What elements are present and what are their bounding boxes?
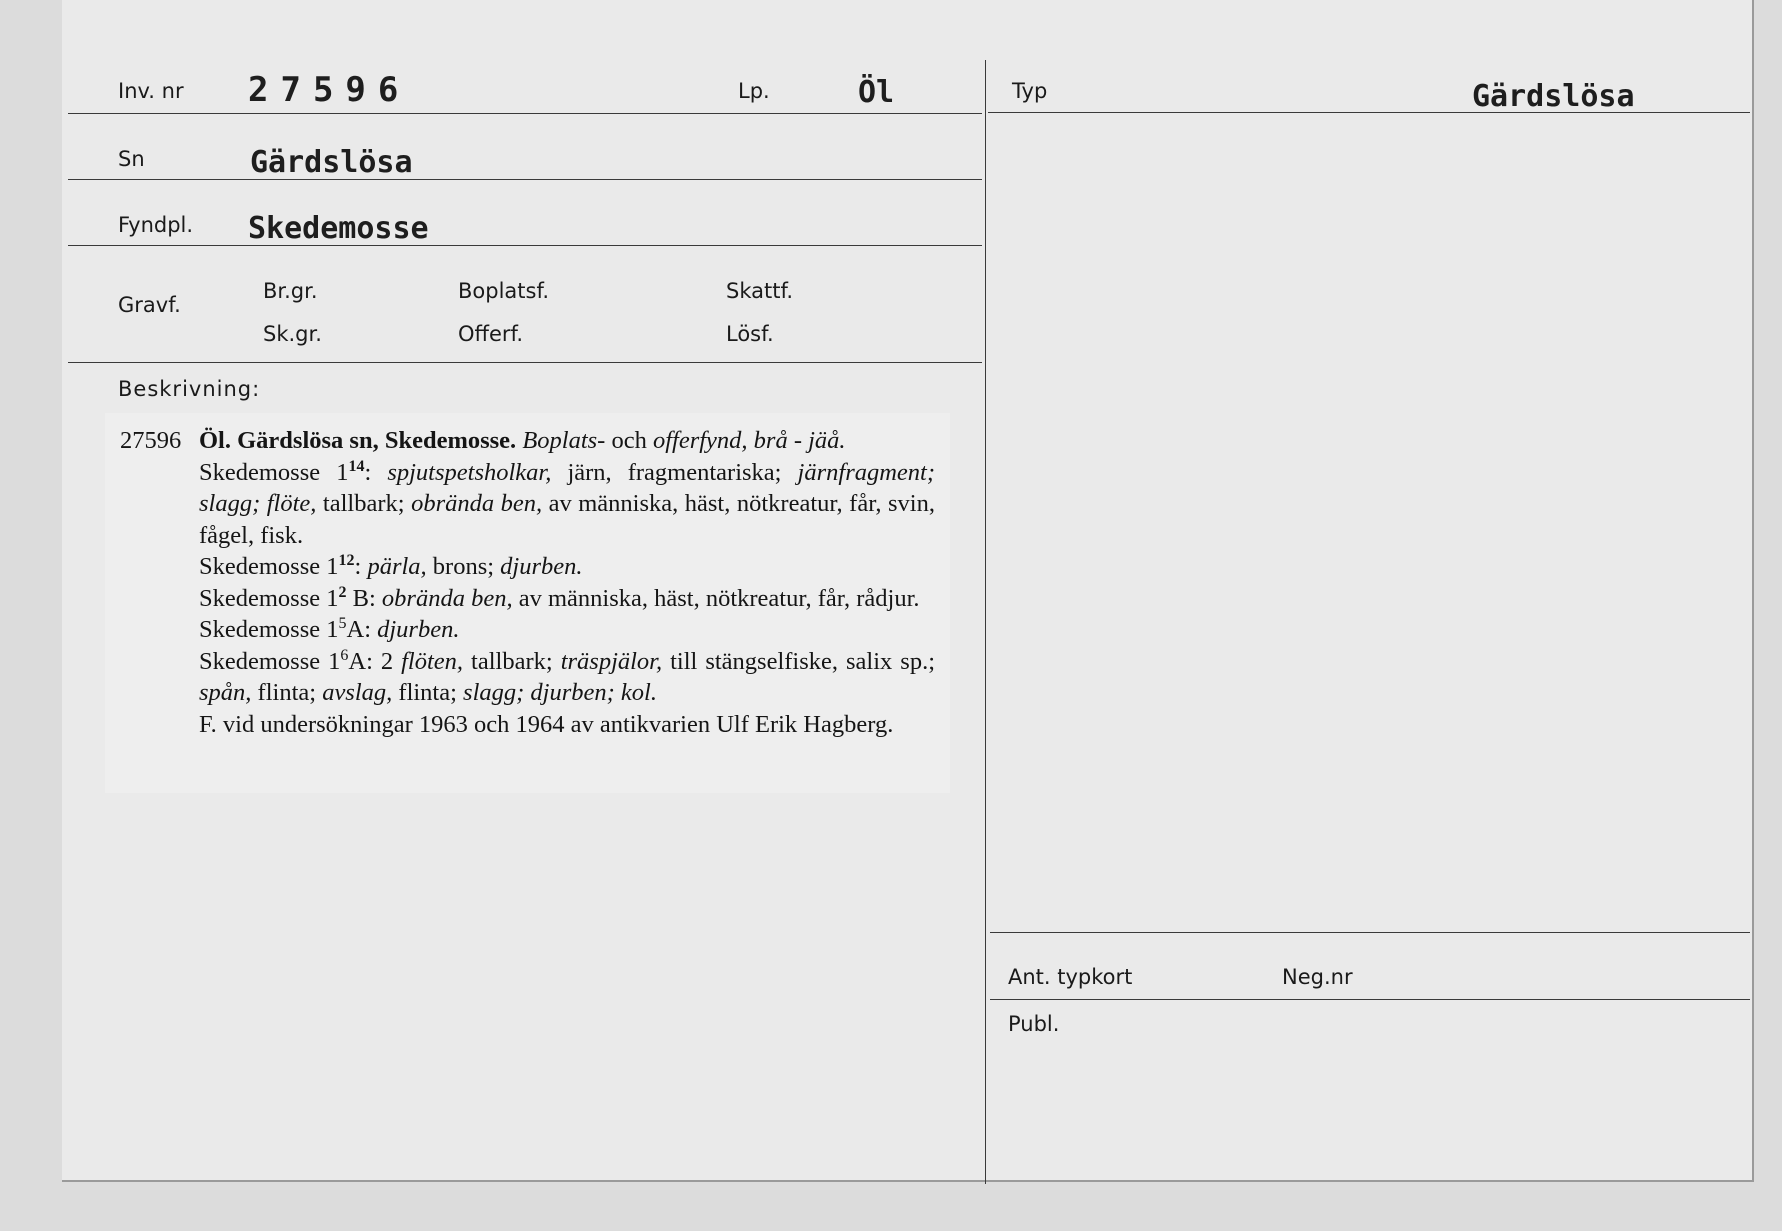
inv-nr-label: Inv. nr [118,79,184,103]
sn-label: Sn [118,147,145,171]
boplatsf-label: Boplatsf. [458,279,550,303]
rule-inv [68,113,982,114]
ant-typkort-label: Ant. typkort [1008,965,1133,989]
skattf-label: Skattf. [726,279,793,303]
description-entry-4: Skedemosse $1^5A$: djurben. [199,615,460,643]
description-entry-2: Skedemosse $1^{12}$: pärla, brons; djurben. [199,552,583,580]
gravf-label: Gravf. [118,293,181,317]
offerf-label: Offerf. [458,322,524,346]
rule-sn [68,179,982,180]
rule-ant [990,932,1750,933]
description-text [120,425,935,740]
sn-value: Gärdslösa [250,145,413,180]
lp-label: Lp. [738,79,770,103]
inv-nr-value: 27596 [248,70,411,110]
typ-value: Gärdslösa [1472,79,1635,114]
description-entry-6: F. vid undersökningar 1963 och 1964 av antikvarien Ulf Erik Hagberg. [199,710,894,738]
column-divider [985,60,986,1184]
description-entry-1: Skedemosse $1^{14}$: spjutspetsholkar, järn, fragmentariska; järnfragment; slagg; flöte, tallbark; obrända ben, av människa, häst, nötkreatur, får, svin, fågel, fisk. [199,457,936,549]
rule-gravf [68,362,982,363]
rule-publ [990,999,1750,1000]
sk-gr-label: Sk.gr. [263,322,322,346]
beskrivning-label: Beskrivning: [118,377,261,401]
lp-value: Öl [858,75,895,110]
rule-fyndpl [68,245,982,246]
publ-label: Publ. [1008,1012,1060,1036]
description-intro: Öl. Gärdslösa sn, Skedemosse. Boplats- och offerfynd, brå - jäå. [199,427,846,454]
description-entry-3: Skedemosse $1^2$ B: obrända ben, av människa, häst, nötkreatur, får, rådjur. [199,583,920,612]
description-entry-5: Skedemosse $1^6A$: 2 flöten, tallbark; träspjälor, till stängselfiske, salix sp.; spån, flinta; avslag, flinta; slagg; djurben; kol. [199,646,936,706]
fyndpl-label: Fyndpl. [118,213,194,237]
typ-label: Typ [1012,79,1048,103]
br-gr-label: Br.gr. [263,279,318,303]
description-number: 27596 [120,427,182,454]
losf-label: Lösf. [726,322,774,346]
fyndpl-value: Skedemosse [248,211,429,246]
rule-typ [988,112,1750,113]
neg-nr-label: Neg.nr [1282,965,1353,989]
